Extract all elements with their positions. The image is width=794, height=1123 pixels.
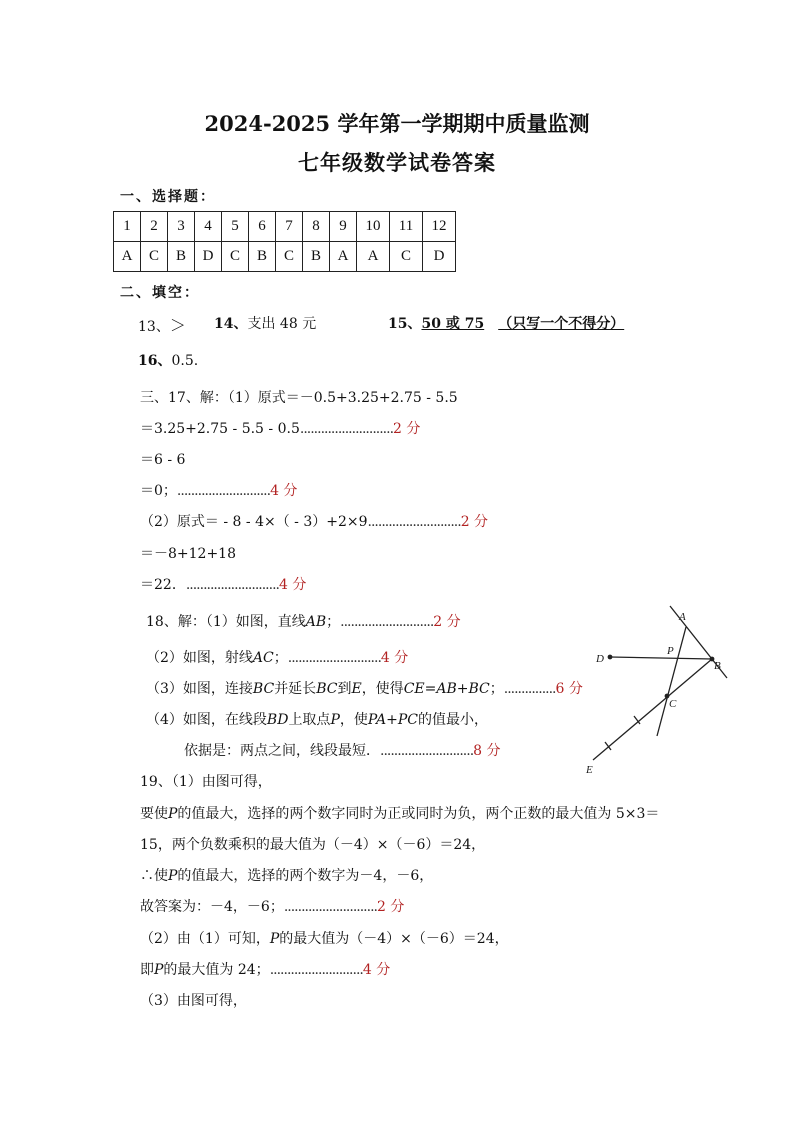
q17-line-4 [140,480,297,500]
q17-line-2 [140,418,420,438]
q19-line-1: 19、（1）由图可得， [140,774,272,790]
q14-answer [214,313,316,333]
q19-line-2 [140,803,659,823]
table-cell: 7 [276,212,303,242]
q18-text: ； [489,681,504,697]
q16-answer [138,350,198,370]
table-cell: 1 [114,212,141,242]
table-cell: 11 [390,212,423,242]
q19-var: P [168,868,178,884]
table-cell: 12 [423,212,456,242]
ray-ac [657,627,686,736]
table-cell: B [303,242,330,272]
label-a: A [679,611,686,623]
q18-line-3 [146,678,583,698]
q18-var: AB [305,614,327,630]
dotted-leader: ........................... [299,421,394,437]
score-label: 2 分 [433,614,461,630]
table-cell: 4 [195,212,222,242]
q17-line-1: 三、17、解：（1）原式＝－0.5+3.25+2.75 - 5.5 [140,390,458,406]
score-label: 2 分 [376,899,405,915]
score-label: 8 分 [473,743,501,759]
table-cell: A [330,242,357,272]
point-d [608,655,613,660]
q16-number: 16、 [138,353,172,369]
q19-text: 的最大值为 24； [163,962,270,978]
q17-line-5 [140,511,488,531]
table-cell: C [141,242,168,272]
q18-line-5 [184,740,501,760]
q17-line-2-text: ＝3.25+2.75 - 5.5 - 0.5 [140,421,300,437]
q13-value: ＞ [169,316,186,335]
q19-line-8: （3）由图可得， [140,993,247,1009]
dotted-leader: ........................... [176,483,271,499]
score-label: 2 分 [460,514,489,530]
dotted-leader: ........................... [340,614,434,630]
q18-var: BC [252,681,275,697]
table-cell: B [168,242,195,272]
dotted-leader: ........................... [287,650,381,666]
q18-line-2 [146,647,408,667]
q18-text: ，使得 [361,681,404,697]
q19-text: 要使 [140,806,168,822]
q18-var: E [351,681,362,697]
q19-line-4 [140,865,433,885]
table-cell: 5 [222,212,249,242]
q19-line-5 [140,896,404,916]
page-subtitle: 七年级数学试卷答案 [298,150,496,175]
q18-text: ； [273,650,288,666]
label-p: P [667,645,674,657]
score-label: 4 分 [278,577,307,593]
section2-heading: 二、填空： [120,285,200,301]
segment-db [610,657,712,659]
q18-var: CE=AB+BC [403,681,490,697]
q18-text: 到 [337,681,352,697]
q13-number: 13、 [138,319,170,335]
q19-line-6 [140,928,509,948]
dotted-leader: ........................... [283,899,377,915]
table-cell: D [423,242,456,272]
q18-var: AC [252,650,274,666]
answer-table-number-row [114,212,456,242]
q17-line-4-text: ＝0； [140,483,177,499]
q18-text: 上取点 [288,712,331,728]
q15-number: 15、 [388,316,422,332]
table-cell: C [390,242,423,272]
table-cell: A [114,242,141,272]
q18-line-1 [146,611,461,631]
q19-text: ∴使 [140,868,168,884]
q18-text: （4）如图，在线段 [146,712,267,728]
q17-line-7-text: ＝22． [140,577,186,593]
q16-value: 0.5. [171,353,199,369]
q17-line-7 [140,574,306,594]
label-e: E [586,764,593,776]
answer-table [113,211,456,272]
q14-value: 支出 48 元 [247,316,317,332]
q18-var: BD [266,712,289,728]
q19-line-7 [140,959,390,979]
q17-line-6: ＝－8+12+18 [140,546,236,562]
geometry-figure [585,598,735,778]
table-cell: B [249,242,276,272]
table-cell: C [222,242,249,272]
table-cell: D [195,242,222,272]
q18-text: 18、解：（1）如图，直线 [146,614,306,630]
score-label: 6 分 [555,681,583,697]
dotted-leader: ........................... [380,743,474,759]
dotted-leader: ........................... [185,577,279,593]
q13-answer [138,313,186,336]
table-cell: C [276,242,303,272]
q18-text: （3）如图，连接 [146,681,253,697]
table-cell: 6 [249,212,276,242]
q19-var: P [168,806,178,822]
q19-var: P [154,962,164,978]
label-d: D [596,653,604,665]
q18-text: ； [326,614,341,630]
q19-text: 的值最大，选择的两个数字同时为正或同时为负，两个正数的最大值为 5×3＝ [177,806,660,822]
q19-text: 即 [140,962,154,978]
table-cell: A [357,242,390,272]
answer-table-answer-row [114,242,456,272]
q18-var: BC [316,681,338,697]
q18-text: 的值最小， [417,712,488,728]
q19-var: P [269,931,280,947]
dotted-leader: ............... [503,681,556,697]
q15-answer [388,313,624,333]
q19-text: 的值最大，选择的两个数字为－4，－6， [177,868,434,884]
score-label: 4 分 [362,962,391,978]
q18-text: ，使 [339,712,368,728]
q19-text: （2）由（1）可知， [140,931,270,947]
table-cell: 2 [141,212,168,242]
section1-heading: 一、选择题： [120,189,216,205]
q19-text: 故答案为：－4，－6； [140,899,284,915]
q19-text: 的最大值为（－4）×（－6）＝24， [279,931,509,947]
q14-number: 14、 [214,316,248,332]
q15-note: （只写一个不得分） [498,316,625,332]
page-title: 2024-2025 学年第一学期期中质量监测 [204,111,590,136]
q18-var: PA+PC [367,712,418,728]
table-cell: 9 [330,212,357,242]
score-label: 4 分 [270,483,298,499]
label-c: C [669,698,677,710]
q18-line-4 [146,709,488,729]
score-label: 4 分 [380,650,409,666]
q15-value: 50 或 75 [421,316,485,332]
q17-line-5-text: （2）原式＝ - 8 - 4×（ - 3）+2×9 [140,514,368,530]
score-label: 2 分 [393,421,421,437]
q19-line-3: 15，两个负数乘积的最大值为（－4）×（－6）＝24， [140,837,486,853]
dotted-leader: ........................... [269,962,363,978]
q18-var: P [330,712,340,728]
q17-line-3: ＝6 - 6 [140,452,186,468]
q18-text: （2）如图，射线 [146,650,253,666]
table-cell: 8 [303,212,330,242]
segment-be [593,659,712,760]
table-cell: 10 [357,212,390,242]
label-b: B [714,660,721,672]
table-cell: 3 [168,212,195,242]
q18-text: 并延长 [274,681,317,697]
dotted-leader: ........................... [367,514,461,530]
q18-line-5-text: 依据是：两点之间，线段最短． [184,743,380,759]
